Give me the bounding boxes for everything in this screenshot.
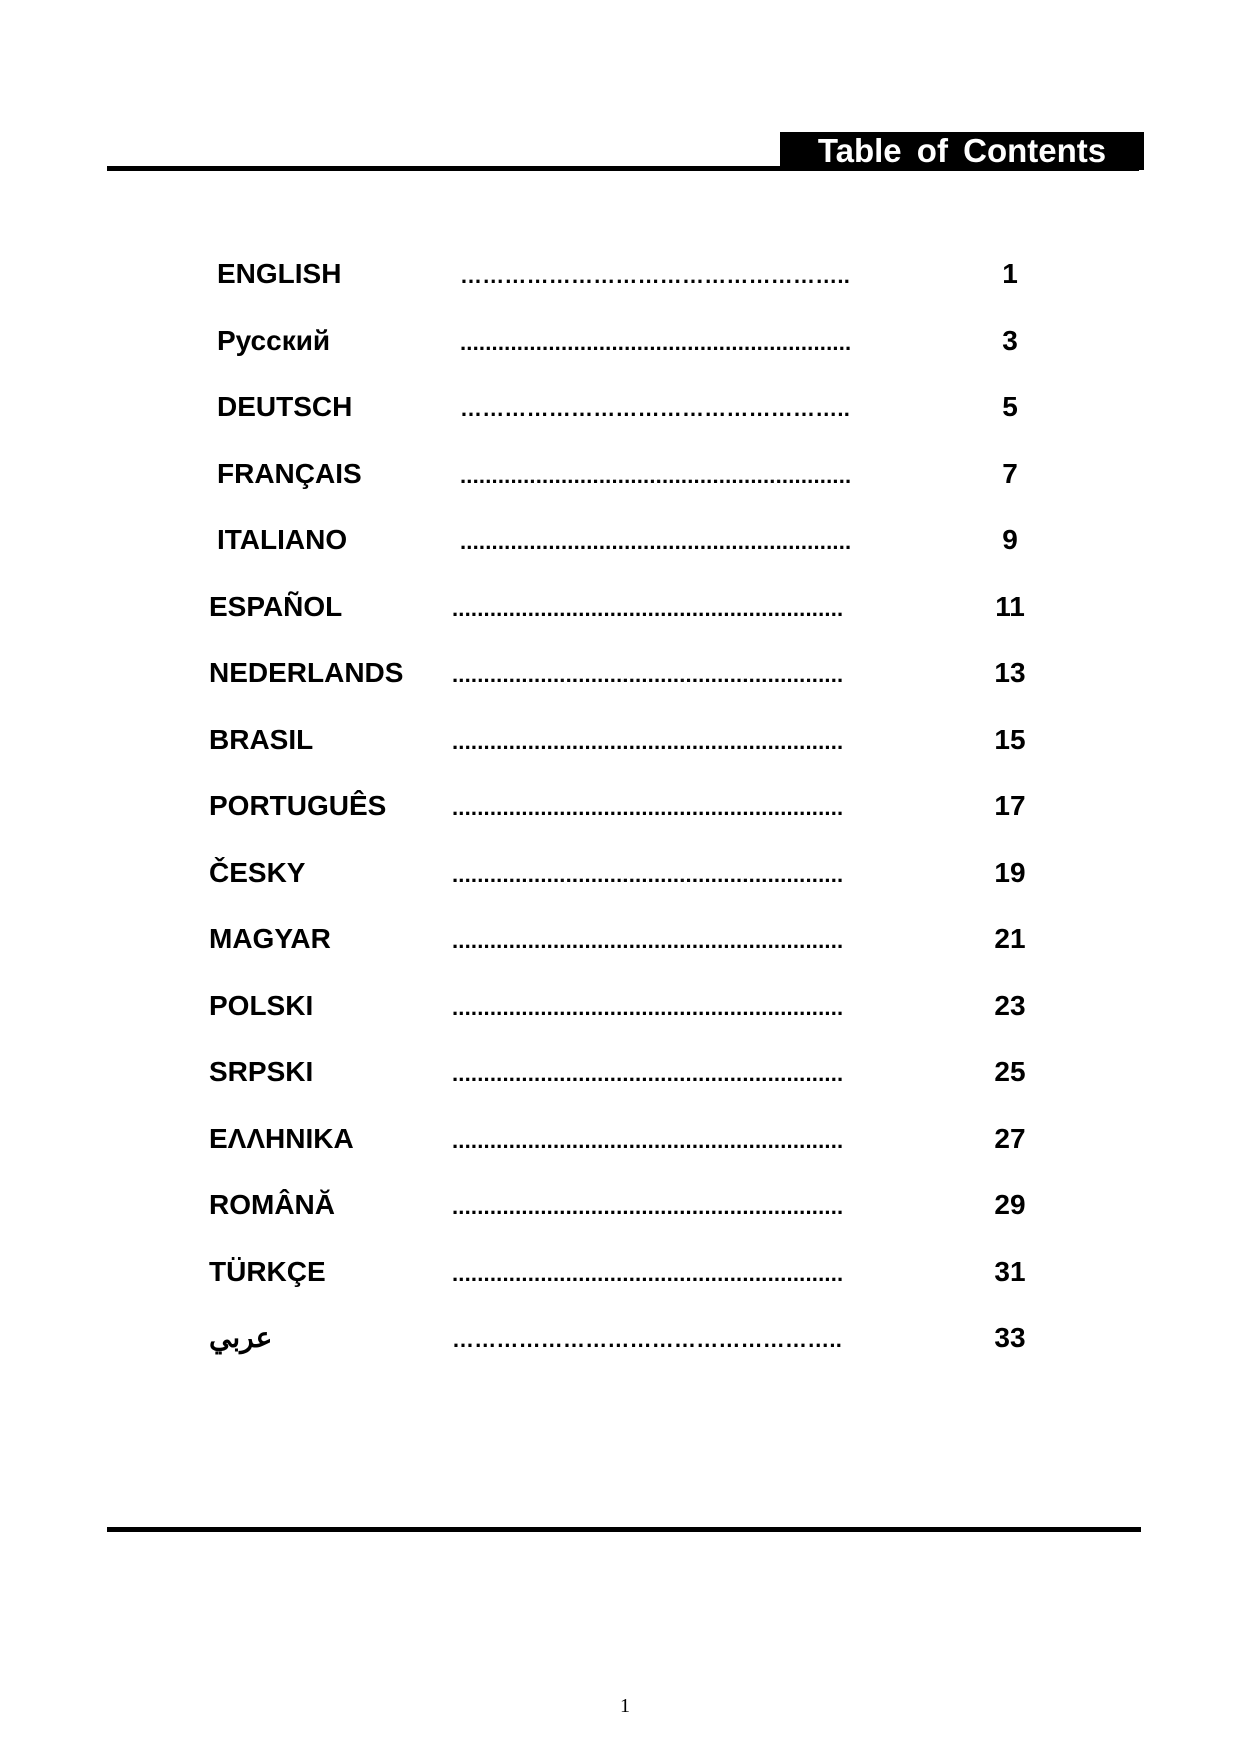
toc-entry-page: 1 [1002,258,1018,289]
toc-entry[interactable] [0,1318,1241,1358]
toc-entry-page: 9 [1002,524,1018,555]
toc-entry-language: عربي [209,1322,273,1353]
toc-entry[interactable] [0,1052,1241,1092]
toc-entry-leader: .............................................................. [452,995,844,1020]
toc-entry-language: ROMÂNĂ [209,1189,335,1220]
toc-entry-language: Русский [217,325,331,356]
toc-entry[interactable] [0,720,1241,760]
toc-entry[interactable] [0,919,1241,959]
toc-entry-language: SRPSKI [209,1056,314,1087]
toc-entry-language: MAGYAR [209,923,331,954]
toc-entry-language: FRANÇAIS [217,458,362,489]
toc-entry-page: 21 [994,923,1026,954]
toc-entry-page: 19 [994,857,1026,888]
toc-entry-leader: .............................................................. [452,1261,844,1286]
toc-entry-leader: .............................................................. [452,1194,844,1219]
page-number: 1 [620,1695,630,1717]
toc-entry[interactable] [0,254,1241,294]
toc-entry-leader: .............................................................. [452,1128,844,1153]
toc-entry-page: 15 [994,724,1026,755]
toc-entry[interactable] [0,1185,1241,1225]
toc-entry-leader: .............................................................. [452,795,844,820]
toc-entry-page: 7 [1002,458,1018,489]
toc-entry[interactable] [0,387,1241,427]
toc-entry-leader: …………………………………………….. [460,263,851,288]
toc-entry[interactable] [0,786,1241,826]
toc-entry-language: PORTUGUÊS [209,790,387,821]
toc-entry[interactable] [0,587,1241,627]
page-title: Table of Contents [780,132,1144,170]
toc-entry-page: 33 [994,1322,1026,1353]
toc-entry-leader: .............................................................. [460,330,852,355]
toc-entry-language: NEDERLANDS [209,657,404,688]
toc-entry[interactable] [0,321,1241,361]
toc-entry-page: 3 [1002,325,1018,356]
toc-entry-leader: .............................................................. [452,1061,844,1086]
toc-entry-leader: …………………………………………….. [452,1327,843,1352]
toc-entry-page: 23 [994,990,1026,1021]
toc-entry[interactable] [0,986,1241,1026]
toc-entry-language: ITALIANO [217,524,348,555]
toc-entry-page: 31 [994,1256,1026,1287]
toc-entry-page: 29 [994,1189,1026,1220]
toc-entry-language: ESPAÑOL [209,591,343,622]
toc-entry-language: TÜRKÇE [209,1256,326,1287]
toc-entry-language: DEUTSCH [217,391,353,422]
toc-entry[interactable] [0,853,1241,893]
toc-entry-page: 5 [1002,391,1018,422]
toc-entry[interactable] [0,520,1241,560]
toc-entry-language: ČESKY [209,857,306,888]
toc-entry-leader: .............................................................. [452,729,844,754]
toc-entry-leader: .............................................................. [452,596,844,621]
toc-entry-page: 11 [995,591,1025,622]
toc-entry-leader: .............................................................. [452,928,844,953]
toc-entry-leader: .............................................................. [452,862,844,887]
toc-entry-language: ΕΛΛΗΝΙΚΑ [209,1123,354,1154]
toc-entry-page: 13 [994,657,1026,688]
toc-entry[interactable] [0,1252,1241,1292]
toc-entry[interactable] [0,653,1241,693]
toc-entry-page: 27 [994,1123,1026,1154]
toc-entry-language: POLSKI [209,990,314,1021]
toc-entry-language: ENGLISH [217,258,342,289]
toc-entry-language: BRASIL [209,724,314,755]
toc-entry-leader: .............................................................. [452,662,844,687]
footer-rule [107,1527,1141,1532]
toc-entry-leader: .............................................................. [460,529,852,554]
toc-entry-leader: …………………………………………….. [460,396,851,421]
toc-entry-leader: .............................................................. [460,463,852,488]
toc-entry[interactable] [0,1119,1241,1159]
toc-entry-page: 25 [994,1056,1026,1087]
toc-entry-page: 17 [994,790,1026,821]
toc-entry[interactable] [0,454,1241,494]
